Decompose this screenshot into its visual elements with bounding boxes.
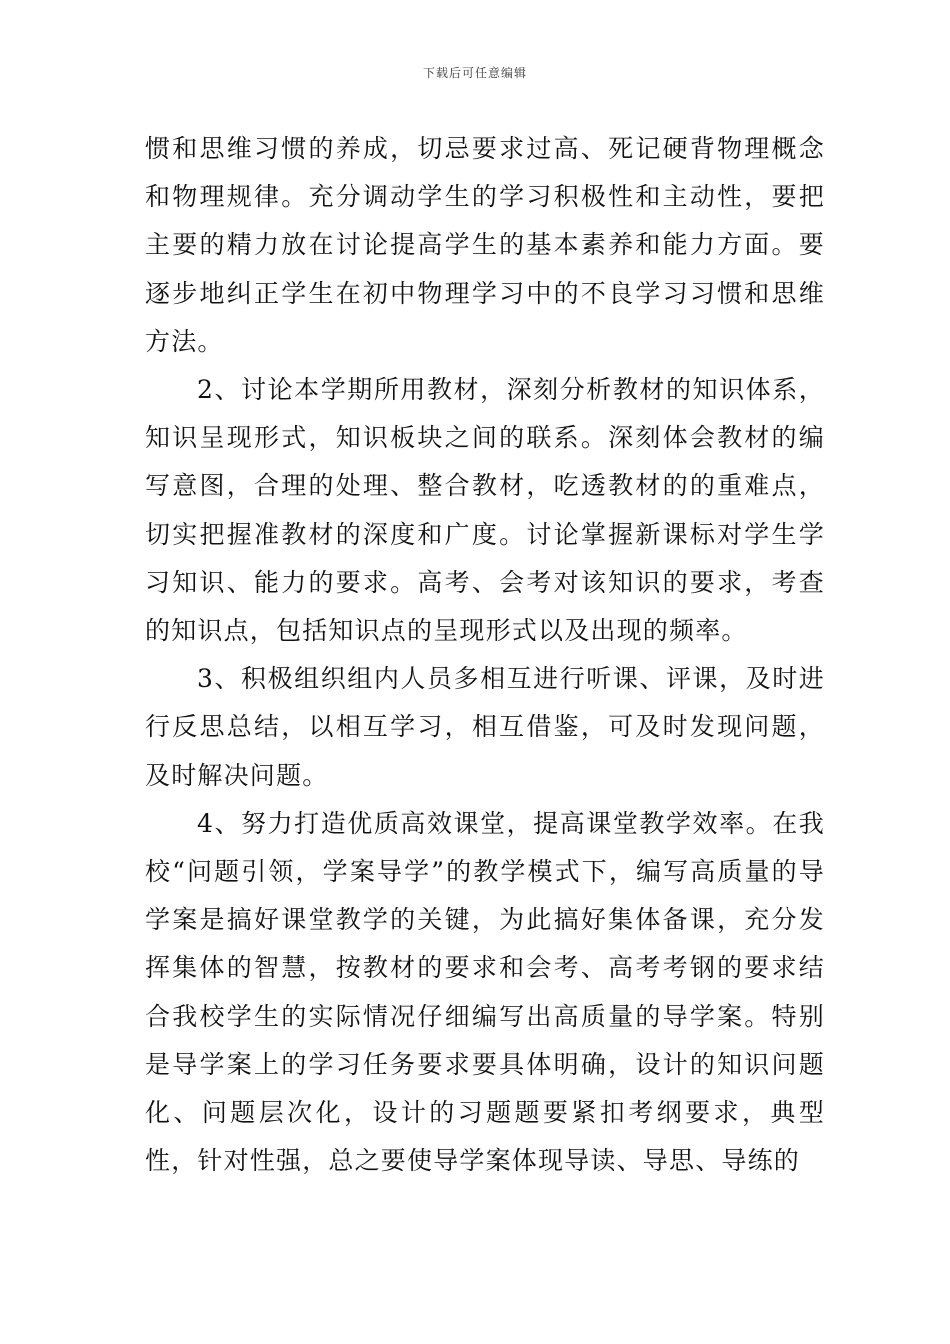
paragraph-item-2: 2、讨论本学期所用教材，深刻分析教材的知识体系，知识呈现形式，知识板块之间的联系。深刻体会教材的编写意图，合理的处理、整合教材，吃透教材的的重难点，切实把握准教材的深度和广度。讨论掌握新课标对学生学习知识、能力的要求。高考、会考对该知识的要求，考查的知识点，包括知识点的呈现形式以及出现的频率。 bbox=[145, 375, 825, 646]
document-body bbox=[145, 125, 825, 1185]
paragraph-continuation: 惯和思维习惯的养成，切忌要求过高、死记硬背物理概念和物理规律。充分调动学生的学习积极性和主动性，要把主要的精力放在讨论提高学生的基本素养和能力方面。要逐步地纠正学生在初中物理学习中的不良学习习惯和思维方法。 bbox=[145, 134, 825, 356]
page-header: 下载后可任意编辑 bbox=[422, 66, 527, 80]
paragraph-item-4: 4、努力打造优质高效课堂，提高课堂教学效率。在我校“问题引领，学案导学”的教学模式下，编写高质量的导学案是搞好课堂教学的关键，为此搞好集体备课，充分发挥集体的智慧，按教材的要求和会考、高考考钢的要求结合我校学生的实际情况仔细编写出高质量的导学案。特别是导学案上的学习任务要求要具体明确，设计的知识问题化、问题层次化，设计的习题题要紧扣考纲要求，典型性，针对性强，总之要使导学案体现导读、导思、导练的 bbox=[145, 808, 825, 1176]
paragraph-item-3: 3、积极组织组内人员多相互进行听课、评课，及时进行反思总结，以相互学习，相互借鉴，可及时发现问题，及时解决问题。 bbox=[145, 664, 825, 790]
